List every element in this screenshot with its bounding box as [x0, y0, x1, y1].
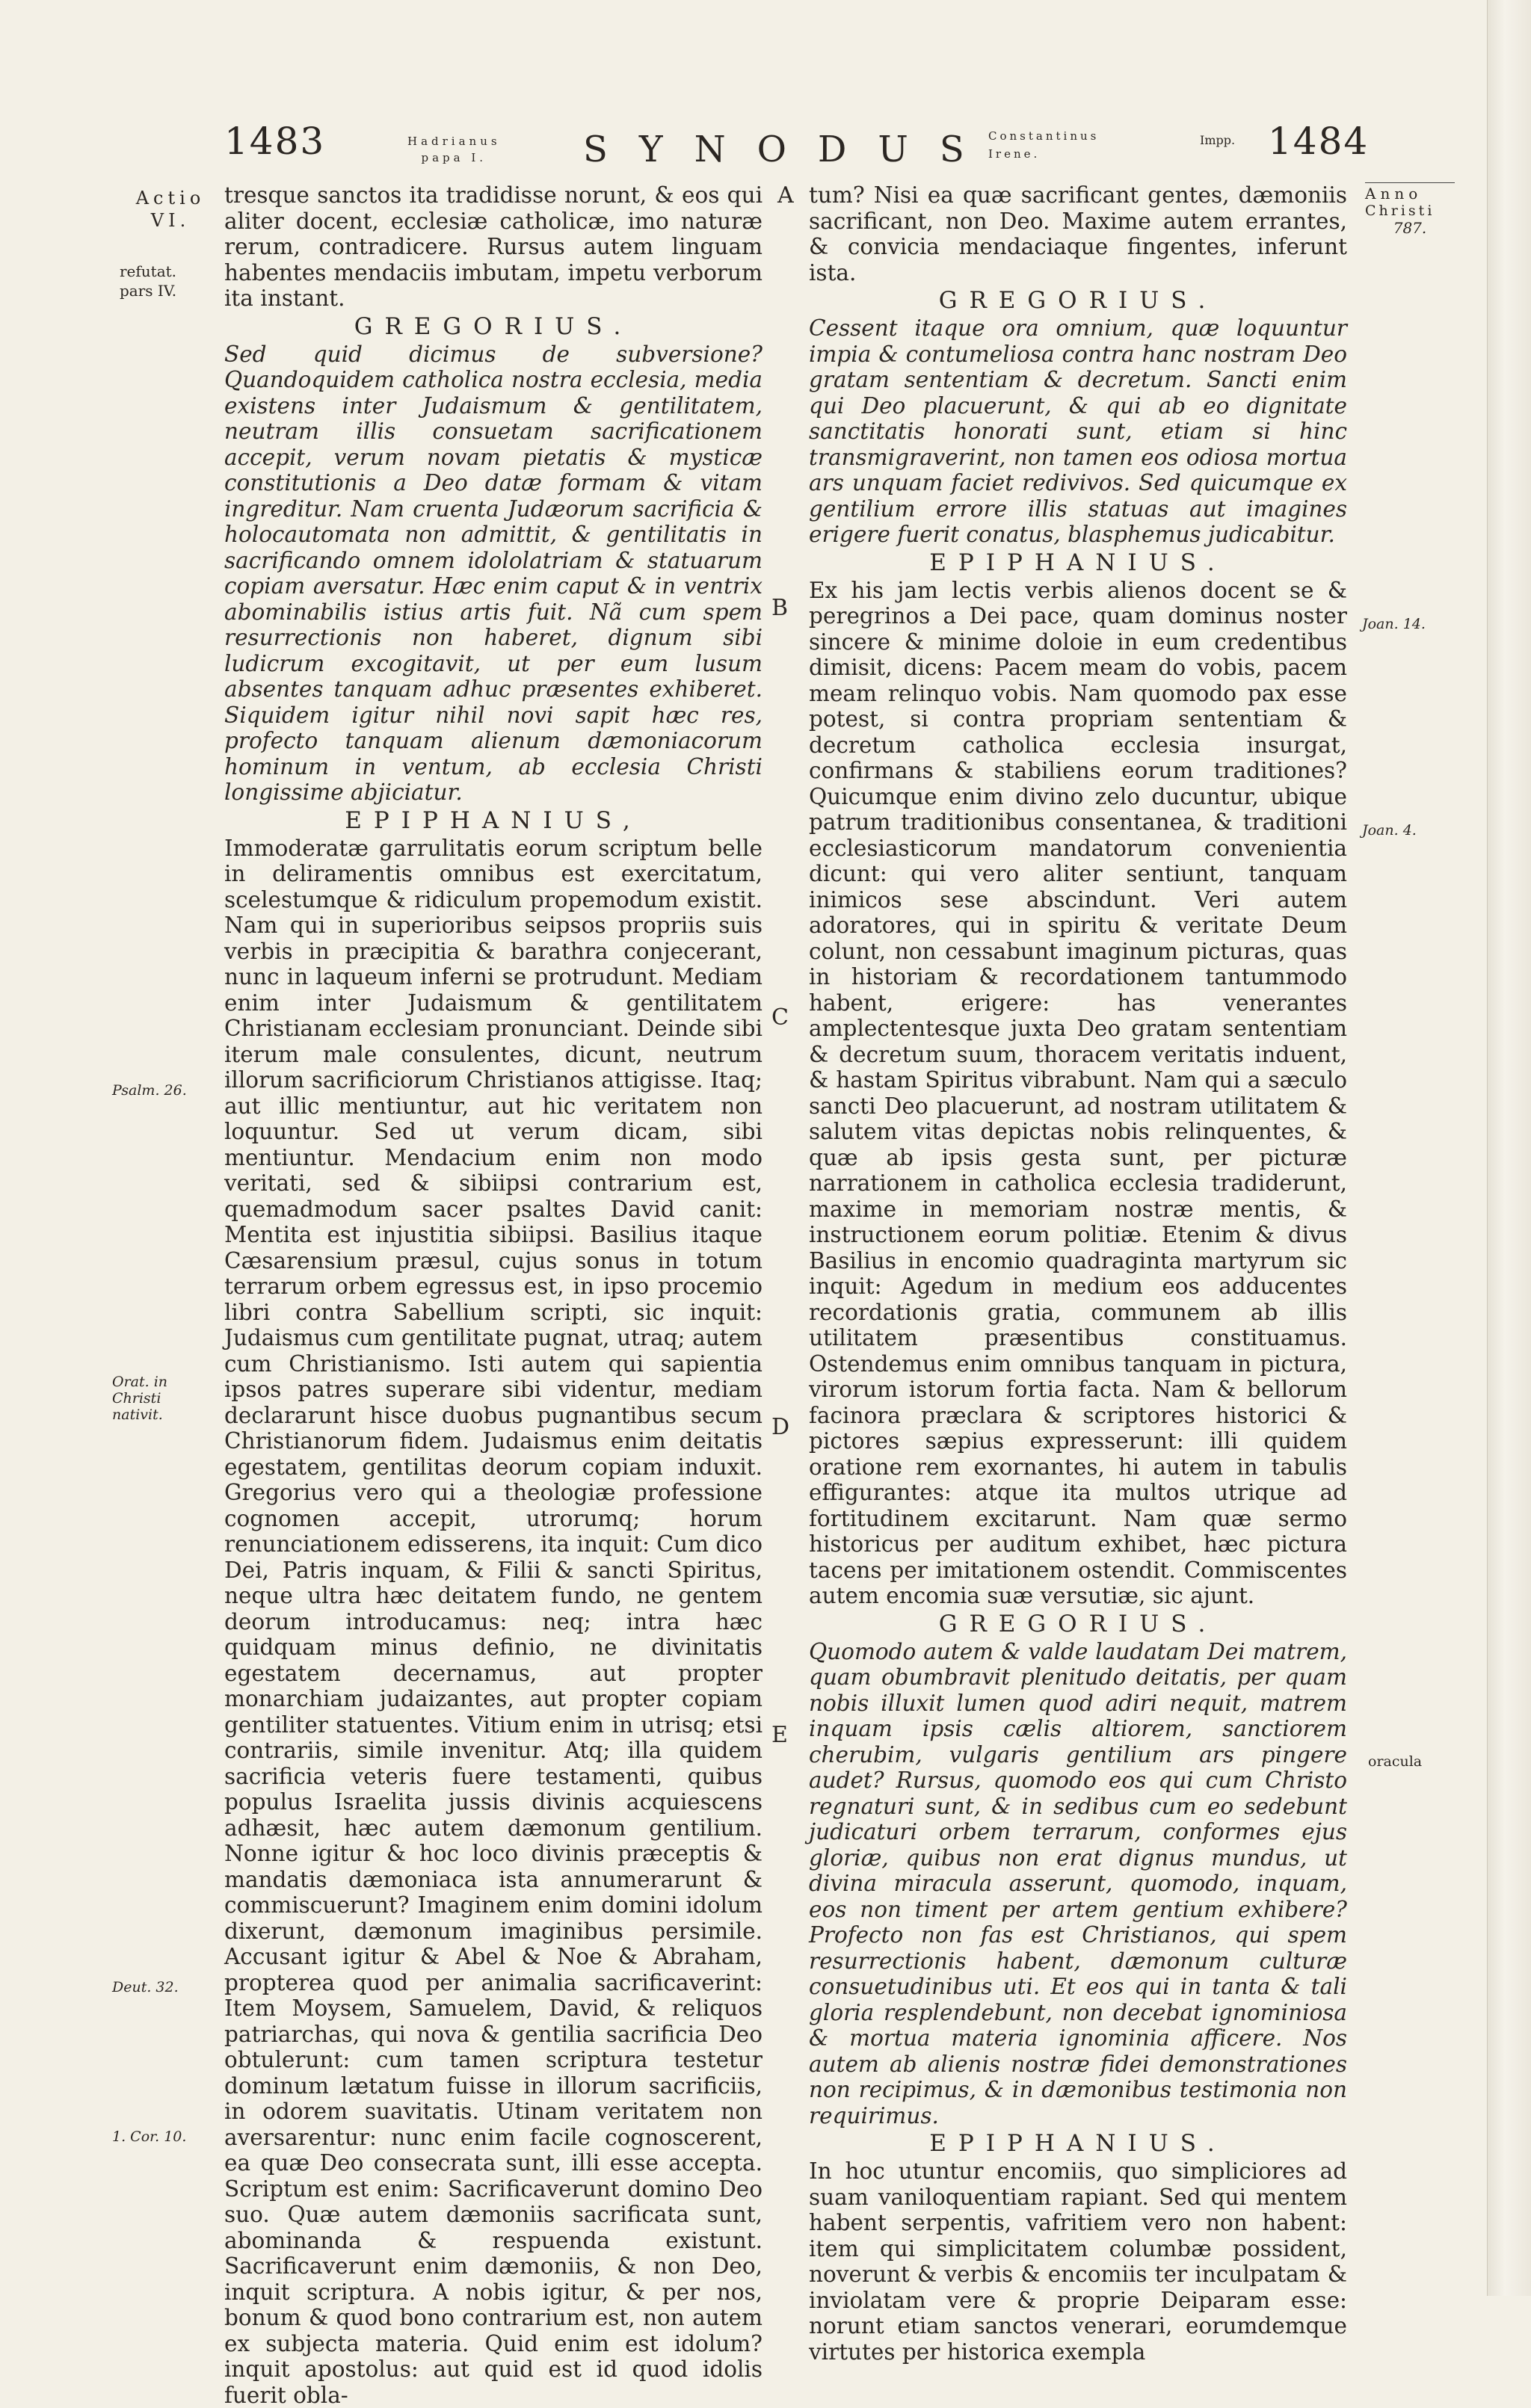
right-column	[809, 182, 1347, 2365]
heading-gregorius: GREGORIUS.	[809, 285, 1347, 315]
section-letter-d: D	[771, 1414, 789, 1440]
page-title: SYNODUS	[583, 129, 996, 170]
epiphanius-text: Ex his jam lectis verbis alienos docent se & peregrinos a Dei pace, quam dominus noster sincere & minime doloie in eum credentibus dimisit, dicens: Pacem meam do vobis, pacem meam relinquo vobis. Nam quomodo pax esse potest, si contra propriam sententiam & decretum catholica ecclesia insurgat, confirmans & stabiliens eorum traditiones? Quicumque enim divino zelo ducuntur, ubique patrum traditionibus consentanea, & traditioni ecclesiasticorum mandatorum convenientia dicunt: qui vero aliter sentiunt, tanquam inimicos sese abscindunt. Veri autem adoratores, qui in spiritu & veritate Deum colunt, non cessabunt imaginum picturas, quas in historiam & recordationem tantummodo habent, erigere: has venerantes amplectentesque juxta Deo gratam sententiam & decretum suum, thoracem veritatis induent, & hastam Spiritus vibrabunt. Nam qui a sæculo sancti Deo placuerunt, ad nostram utilitatem & salutem vitas depictas nobis relinquentes, & quæ ab ipsis gesta sunt, per picturæ narrationem in catholica ecclesia tradiderunt, maxime in memoriam nostræ mentis, & instructionem eorum politiæ. Etenim & divus Basilius in encomio quadraginta martyrum sic inquit: Agedum in medium eos adducentes recordationis gratia, communem ab illis utilitatem præsentibus constituamus. Ostendemus enim omnibus tanquam in pictura, virorum istorum fortia facta. Nam & bellorum facinora præclara & scriptores historici & pictores sæpius expresserunt: illi quidem oratione rem exornantes, hi autem in tabulis effigurantes: atque ita multos utrique ad fortitudinem excitarunt. Nam quæ sermo historicus per auditum exhibet, hæc pictura tacens per imitationem ostendit. Commiscentes autem encomia suæ versutiæ, sic ajunt.	[809, 578, 1347, 1609]
heading-epiphanius: EPIPHANIUS.	[809, 2128, 1347, 2158]
margin-note-joan-4: Joan. 4.	[1362, 822, 1417, 839]
margin-note-oracula: oracula	[1368, 1753, 1422, 1770]
margin-note-joan-14: Joan. 14.	[1362, 616, 1426, 632]
section-letter-a: A	[777, 182, 794, 209]
gregorius-text: Cessent itaque ora omnium, quæ loquuntur impia & contumeliosa contra hanc nostram Deo gratam sententiam & decretum. Sancti enim qui Deo placuerunt, & qui ab eo dignitate sanctitatis honorati sunt, etiam si hinc transmigraverint, non tamen eos odiosa mortua ars unquam faciet redivivos. Sed quicumque ex gentilium errore illis statuas aut imagines erigere fuerit conatus, blasphemus judicabitur.	[809, 315, 1347, 548]
left-intro: tresque sanctos ita tradidisse norunt, & eos qui aliter docent, ecclesiæ catholicæ, imo naturæ rerum, contradicere. Rursus autem linguam habentes mendaciis imbutam, impetu verborum ita instant.	[224, 182, 763, 312]
refutat-label: refutat. pars IV.	[120, 262, 232, 300]
section-letter-c: C	[771, 1004, 789, 1031]
epiphanius-text: Immoderatæ garrulitatis eorum scriptum belle in deliramentis omnibus est exercitatum, scelestumque & ridiculum propemodum existit. Nam qui in superioribus seipsos propriis suis verbis in præcipitia & barathra conjecerant, nunc in laqueum inferni se protrudunt. Mediam enim inter Judaismum & gentilitatem Christianam ecclesiam pronunciant. Deinde sibi iterum male consulentes, dicunt, neutrum illorum sacrificiorum Christianos attigisse. Itaq; aut illic mentiuntur, aut hic veritatem non loquuntur. Sed ut verum dicam, sibi mentiuntur. Mendacium enim non modo veritati, sed & sibiipsi contrarium est, quemadmodum sacer psaltes David canit: Mentita est injustitia sibiipsi. Basilius itaque Cæsarensium præsul, cujus sonus in totum terrarum orbem egressus est, in ipso procemio libri contra Sabellium scripti, sic inquit: Judaismus cum gentilitate pugnat, utraq; autem cum Christianismo. Isti autem qui sapientia ipsos patres superare sibi videntur, mediam declararunt hisce duobus pugnantibus secum Christianorum fidem. Judaismus enim deitatis egestatem, gentilitas deorum copiam induxit. Gregorius vero qui a theologiæ professione cognomen accepit, utrorumq; horum renunciationem edisserens, ita inquit: Cum dico Dei, Patris inquam, & Filii & sancti Spiritus, neque ultra hæc deitatem fundo, ne gentem deorum introducamus: neq; intra hæc quidquam minus definio, ne divinitatis egestatem decernamus, aut propter monarchiam judaizantes, aut propter copiam gentiliter statuentes. Vitium enim in utrisq; etsi contrariis, simile invenitur. Atq; illa quidem sacrificia veteris fuere testamenti, quibus populus Israelita jussis divinis acquiescens adhæsit, hæc autem dæmonum gentilium. Nonne igitur & hoc loco divinis præceptis & mandatis dæmoniaca ista annumerarunt & commiscuerunt? Imaginem enim domini idolum dixerunt, dæmonum imaginibus persimile. Accusant igitur & Abel & Noe & Abraham, propterea quod per animalia sacrificaverint: Item Moysem, Samuelem, David, & reliquos patriarchas, qui nova & gentilia sacrificia Deo obtulerunt: cum tamen scriptura testetur dominum lætatum fuisse in illorum sacrificiis, in odorem suavitatis. Utinam veritatem non aversarentur: nunc enim facile cognoscerent, ea quæ Deo consecrata sunt, illi esse accepta. Scriptum est enim: Sacrificaverunt domino Deo suo. Quæ autem dæmoniis sacrificata sunt, abominanda & respuenda existunt. Sacrificaverunt enim dæmoniis, & non Deo, inquit scriptura. A nobis igitur, & per nos, bonum & quod bono contrarium est, non autem ex subjecta materia. Quid enim est idolum? inquit apostolus: aut quid est id quod idolis fuerit obla-	[224, 836, 763, 2408]
margin-note-orat: Orat. in Christi nativit.	[112, 1374, 202, 1423]
heading-epiphanius: EPIPHANIUS,	[224, 806, 763, 836]
heading-gregorius: GREGORIUS.	[224, 312, 763, 342]
section-letter-e: E	[771, 1722, 788, 1748]
page-number-right: 1484	[1268, 120, 1369, 163]
section-letter-b: B	[771, 595, 788, 621]
margin-note-psalm: Psalm. 26.	[112, 1082, 187, 1099]
left-column	[224, 182, 763, 2408]
margin-note-cor: 1. Cor. 10.	[112, 2128, 186, 2145]
epiphanius-text: In hoc utuntur encomiis, quo simpliciores ad suam vaniloquentiam rapiant. Sed qui mentem habent serpentis, vafritiem vero non habent: item qui simplicitatem columbæ possident, noverunt & verbis & encomiis ter inculpatam & inviolatam vere & proprie Deiparam esse: norunt etiam sanctos venerari, eorumdemque virtutes per historica exempla	[809, 2158, 1347, 2365]
running-head-impp: Impp.	[1200, 133, 1235, 147]
running-head-right: Constantinus Irene.	[988, 127, 1099, 163]
gregorius-text: Quomodo autem & valde laudatam Dei matrem, quam obumbravit plenitudo deitatis, per quam nobis illuxit lumen quod adiri nequit, matrem inquam ipsis cælis altiorem, sanctiorem cherubim, vulgaris gentilium ars pingere audet? Rursus, quomodo eos qui cum Christo regnaturi sunt, & in sedibus cum eo sedebunt judicaturi orbem terrarum, conformes ejus gloriæ, quibus non erat dignus mundus, ut divina miracula asserunt, quomodo, inquam, eos non timent per artem gentium exhibere? Profecto non fas est Christianos, qui spem resurrectionis habent, dæmonum culturæ consuetudinibus uti. Et eos qui in tanta & tali gloria resplendebunt, non decebat ignominiosa & mortua materia ignominia afficere. Nos autem ab alienis nostræ fidei demonstrationes non recipimus, & in dæmonibus testimonia non requirimus.	[809, 1639, 1347, 2129]
margin-note-deut: Deut. 32.	[112, 1979, 179, 1995]
running-header	[0, 120, 1531, 187]
running-head-left: Hadrianus papa I.	[407, 133, 501, 166]
right-intro: tum? Nisi ea quæ sacrificant gentes, dæmoniis sacrificant, non Deo. Maxime autem errantes, & convicia mendaciaque fingentes, inferunt ista.	[809, 182, 1347, 285]
page-edge	[1487, 0, 1531, 2296]
gregorius-text: Sed quid dicimus de subversione? Quandoquidem catholica nostra ecclesia, media existens inter Judaismum & gentilitatem, neutram illis consuetam sacrificationem accepit, verum novam pietatis & mysticæ constitutionis a Deo datæ formam & vitam ingreditur. Nam cruenta Judæorum sacrificia & holocautomata non admittit, & gentilitatis in sacrificando omnem idololatriam & statuarum copiam aversatur. Hæc enim caput & in ventrix abominabilis istius artis fuit. Nã cum spem resurrectionis non haberet, dignum sibi ludicrum excogitavit, ut per eum lusum absentes tanquam adhuc præsentes exhiberet. Siquidem igitur nihil novi sapit hæc res, profecto tanquam alienum dæmoniacorum hominum in ventum, ab ecclesia Christi longissime abjiciatur.	[224, 342, 763, 806]
page-number-left: 1483	[224, 120, 325, 163]
anno-christi-note: Anno Christi 787.	[1365, 182, 1455, 237]
heading-gregorius: GREGORIUS.	[809, 1609, 1347, 1639]
heading-epiphanius: EPIPHANIUS.	[809, 548, 1347, 578]
actio-label: Actio VI.	[111, 187, 230, 232]
